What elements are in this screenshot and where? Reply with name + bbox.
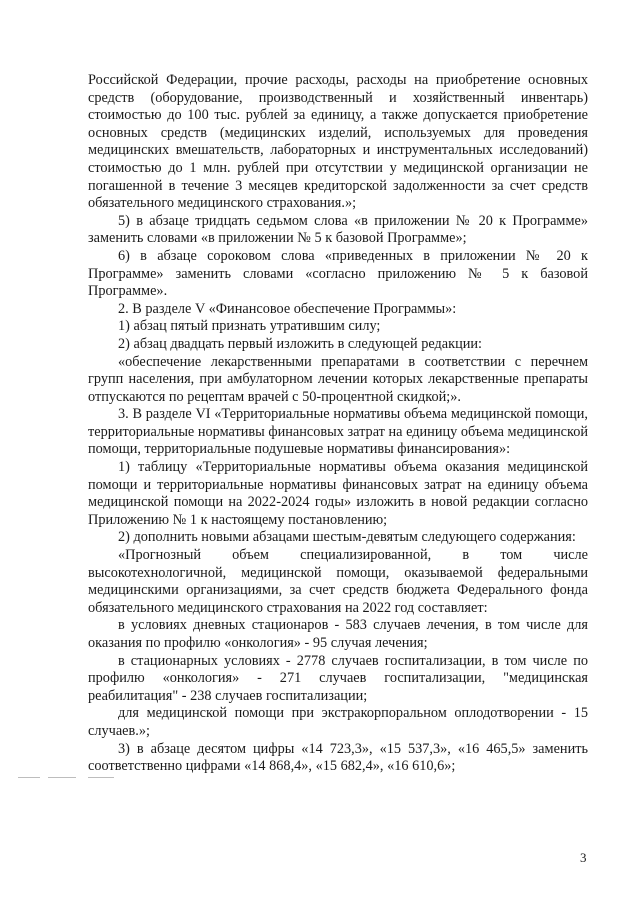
paragraph-item-5: 5) в абзаце тридцать седьмом слова «в приложении № 20 к Программе» заменить словами «в приложении № 5 к базовой Программе»; bbox=[88, 212, 588, 247]
document-body bbox=[88, 72, 588, 776]
scan-artifact-line bbox=[48, 777, 76, 778]
paragraph-forecast-volume: «Прогнозный объем специализированной, в том числе высокотехнологичной, медицинской помощи, оказываемой федеральными медицинскими организациями, за счет средств бюджета Федерального фонда обязательного медицинского страхования на 2022 год составляет: bbox=[88, 547, 588, 616]
paragraph-section-v: 2. В разделе V «Финансовое обеспечение Программы»: bbox=[118, 300, 457, 317]
page-number: 3 bbox=[580, 850, 587, 865]
paragraph-continuation: Российской Федерации, прочие расходы, расходы на приобретение основных средств (оборудование, производственный и хозяйственный инвентарь) стоимостью до 100 тыс. рублей за единицу, а также допускается приобретение основных средств (медицинских изделий, используемых для проведения медицинских вмешательств, лабораторных и инструментальных исследований) стоимостью до 1 млн. рублей при отсутствии у медицинской организации не погашенной в течение 3 месяцев кредиторской задолженности за счет средств обязательного медицинского страхования.»; bbox=[88, 72, 588, 212]
paragraph-inpatient: в стационарных условиях - 2778 случаев госпитализации, в том числе по профилю «онкология» - 271 случаев госпитализации, "медицинская реабилитация" - 238 случаев госпитализации; bbox=[88, 652, 588, 704]
scan-artifact-line bbox=[88, 777, 114, 778]
paragraph-section-v-item-2: 2) абзац двадцать первый изложить в следующей редакции: bbox=[118, 335, 483, 352]
paragraph-section-vi-item-1: 1) таблицу «Территориальные нормативы объема оказания медицинской помощи и территориальные нормативы финансовых затрат на единицу объема медицинской помощи на 2022-2024 годы» изложить в новой редакции согласно Приложению № 1 к настоящему постановлению; bbox=[88, 459, 588, 528]
paragraph-item-6: 6) в абзаце сороковом слова «приведенных в приложении № 20 к Программе» заменить словами «согласно приложению № 5 к базовой Программе». bbox=[88, 247, 588, 300]
scan-artifact-line bbox=[18, 777, 40, 778]
paragraph-ivf: для медицинской помощи при экстракорпоральном оплодотворении - 15 случаев.»; bbox=[88, 705, 588, 739]
paragraph-section-vi: 3. В разделе VI «Территориальные нормативы объема медицинской помощи, территориальные нормативы финансовых затрат на единицу объема медицинской помощи, территориальные подушевые нормативы финансирования»: bbox=[88, 406, 588, 458]
paragraph-section-vi-item-3: 3) в абзаце десятом цифры «14 723,3», «15 537,3», «16 465,5» заменить соответственно цифрами «14 868,4», «15 682,4», «16 610,6»; bbox=[88, 740, 588, 775]
paragraph-section-v-item-1: 1) абзац пятый признать утратившим силу; bbox=[118, 318, 381, 335]
paragraph-new-wording: «обеспечение лекарственными препаратами в соответствии с перечнем групп населения, при амбулаторном лечении которых лекарственные препараты отпускаются по рецептам врачей с 50-процентной скидкой;». bbox=[88, 353, 588, 405]
paragraph-day-hospitals: в условиях дневных стационаров - 583 случаев лечения, в том числе для оказания по профилю «онкология» - 95 случая лечения; bbox=[88, 617, 588, 651]
paragraph-section-vi-item-2: 2) дополнить новыми абзацами шестым-девятым следующего содержания: bbox=[118, 529, 576, 546]
